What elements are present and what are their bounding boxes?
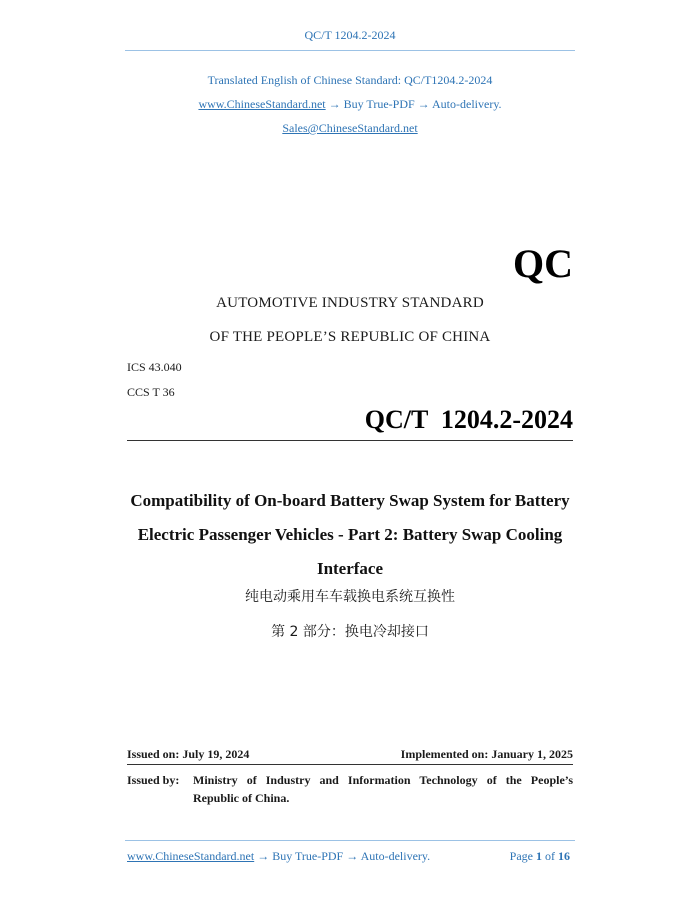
ccs-code: CCS T 36	[127, 385, 175, 399]
arrow-icon: →	[328, 97, 341, 111]
page-label: Page	[509, 849, 533, 863]
org-line-1: AUTOMOTIVE INDUSTRY STANDARD	[216, 295, 484, 311]
chinese-subtitle: 第 2 部分：换电冷却接口	[271, 624, 429, 640]
standard-number: QC/T 1204.2-2024	[364, 405, 573, 434]
issuer-label: Issued by:	[127, 773, 180, 787]
page-header: QC/T 1204.2-2024	[304, 28, 396, 42]
org-line-2: OF THE PEOPLE’S REPUBLIC OF CHINA	[209, 329, 491, 345]
issued-date: Issued on: July 19, 2024	[127, 747, 250, 761]
buy-text: Buy True-PDF	[343, 97, 415, 111]
footer-site-link[interactable]: www.ChineseStandard.net	[127, 849, 255, 863]
footer-buy-text: Buy True-PDF	[272, 849, 344, 863]
site-link[interactable]: www.ChineseStandard.net	[198, 97, 326, 111]
arrow-icon: →	[257, 849, 270, 863]
ics-code: ICS 43.040	[127, 360, 182, 374]
footer-delivery-text: Auto-delivery.	[360, 849, 431, 863]
page-number: 1	[536, 849, 542, 863]
arrow-icon: →	[417, 97, 430, 111]
title-line: Interface	[316, 559, 384, 578]
issuer-block	[127, 771, 573, 807]
email-line	[0, 121, 700, 136]
issuer-line-2: Republic of China.	[193, 791, 290, 805]
page-indicator	[510, 849, 570, 864]
title-divider	[127, 440, 573, 441]
issuer-line-1: Ministry of Industry and Information Technology of the People’s	[193, 773, 573, 787]
delivery-text: Auto-delivery.	[432, 97, 502, 111]
dates-divider	[127, 764, 573, 765]
footer-purchase-line	[127, 849, 430, 864]
document-title	[120, 484, 580, 586]
chinese-title: 纯电动乘用车车载换电系统互换性	[245, 589, 455, 605]
page-total: 16	[558, 849, 570, 863]
standard-logo: QC	[513, 241, 573, 286]
title-line: Electric Passenger Vehicles - Part 2: Battery Swap Cooling	[137, 525, 563, 544]
email-link[interactable]: Sales@ChineseStandard.net	[282, 121, 418, 135]
purchase-line	[0, 97, 700, 112]
header-divider	[125, 50, 575, 51]
of-label: of	[545, 849, 555, 863]
arrow-icon: →	[346, 849, 359, 863]
translation-note: Translated English of Chinese Standard: QC/T1204.2-2024	[207, 73, 493, 87]
title-line: Compatibility of On-board Battery Swap System for Battery	[130, 491, 570, 510]
implemented-date: Implemented on: January 1, 2025	[400, 747, 573, 761]
footer-divider	[125, 840, 575, 841]
